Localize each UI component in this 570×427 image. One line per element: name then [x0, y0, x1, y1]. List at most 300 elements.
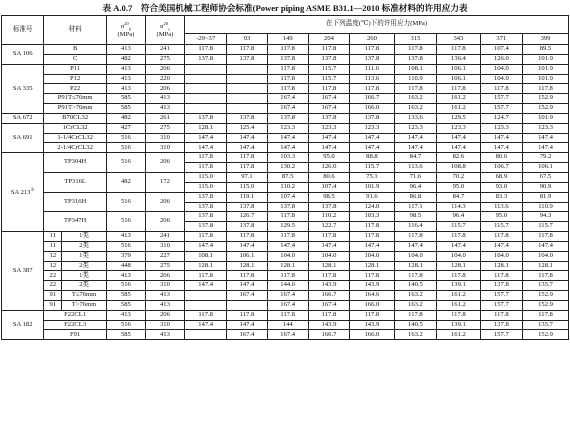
stress-value-cell: 117.8 — [350, 84, 395, 94]
stress-value-cell: 123.3 — [394, 123, 436, 133]
empty-cell — [184, 64, 226, 74]
stress-value-cell: 97.1 — [227, 172, 267, 182]
empty-cell — [184, 74, 226, 84]
empty-cell — [184, 94, 226, 104]
stress-value-cell: 117.8 — [523, 310, 569, 320]
sigma-s-unit: (MPa) — [156, 30, 174, 38]
stress-value-cell: 90.9 — [523, 182, 569, 192]
stress-value-cell: 147.4 — [308, 241, 349, 251]
stress-value-cell: 98.5 — [308, 192, 349, 202]
stress-value-cell: 104.0 — [267, 251, 308, 261]
stress-value-cell: 117.8 — [394, 310, 436, 320]
stress-value-cell: 136.4 — [437, 54, 481, 64]
stress-value-cell: 147.4 — [350, 241, 395, 251]
stress-value-cell: 147.4 — [350, 133, 395, 143]
stress-value-cell: 117.8 — [350, 232, 395, 242]
sigma-b-cell: 516 — [106, 192, 145, 212]
sigma-s-cell: 413 — [145, 300, 184, 310]
stress-value-cell: 117.8 — [394, 232, 436, 242]
header-temp: 371 — [480, 34, 522, 45]
stress-value-cell: 163.2 — [394, 104, 436, 114]
stress-value-cell: 117.8 — [184, 310, 226, 320]
stress-value-cell: 115.7 — [437, 222, 481, 232]
stress-value-cell: 128.1 — [308, 261, 349, 271]
sigma-s-cell: 206 — [145, 153, 184, 173]
material-cell: 1类 — [62, 271, 107, 281]
stress-value-cell: 123.3 — [267, 123, 308, 133]
sigma-b-cell: 427 — [106, 123, 145, 133]
sigma-b-cell: 482 — [106, 172, 145, 192]
stress-value-cell: 129.5 — [267, 222, 308, 232]
stress-value-cell: 167.4 — [267, 104, 308, 114]
table-row — [2, 300, 569, 310]
stress-value-cell: 128.1 — [350, 261, 395, 271]
stress-value-cell: 117.1 — [394, 202, 436, 212]
stress-value-cell: 115.0 — [227, 182, 267, 192]
stress-value-cell: 167.4 — [267, 94, 308, 104]
sigma-s-cell: 275 — [145, 123, 184, 133]
stress-value-cell: 152.9 — [523, 104, 569, 114]
table-row — [2, 212, 569, 222]
stress-value-cell: 96.4 — [437, 212, 481, 222]
table-row — [2, 232, 569, 242]
header-temp: 260 — [350, 34, 395, 45]
sigma-s-cell: 206 — [145, 64, 184, 74]
sigma-b-cell: 413 — [106, 271, 145, 281]
stress-value-cell: 103.3 — [350, 212, 395, 222]
stress-value-cell: 147.4 — [184, 241, 226, 251]
stress-value-cell: 147.4 — [184, 143, 226, 153]
stress-value-cell: 124.7 — [480, 113, 522, 123]
stress-value-cell: 163.2 — [394, 291, 436, 301]
stress-value-cell: 104.0 — [437, 251, 481, 261]
stress-value-cell: 106.1 — [437, 74, 481, 84]
stress-value-cell: 147.4 — [227, 320, 267, 330]
stress-value-cell: 110.2 — [308, 212, 349, 222]
stress-value-cell: 167.4 — [227, 291, 267, 301]
stress-value-cell: 117.8 — [184, 153, 226, 163]
stress-value-cell: 152.9 — [523, 330, 569, 340]
sigma-s-cell: 206 — [145, 310, 184, 320]
table-row — [2, 84, 569, 94]
stress-value-cell: 125.4 — [227, 123, 267, 133]
grade-cell: 11 — [44, 241, 62, 251]
stress-value-cell: 163.2 — [394, 94, 436, 104]
grade-cell: 12 — [44, 251, 62, 261]
material-cell: C — [44, 54, 106, 64]
stress-value-cell: 137.8 — [227, 54, 267, 64]
material-cell: F22CL3 — [44, 320, 106, 330]
stress-value-cell: 147.4 — [437, 143, 481, 153]
stress-value-cell: 147.4 — [480, 143, 522, 153]
header-temp: -29~37 — [184, 34, 226, 45]
stress-value-cell: 143.9 — [350, 320, 395, 330]
material-cell: P11 — [44, 64, 106, 74]
grade-cell: 12 — [44, 261, 62, 271]
table-row — [2, 64, 569, 74]
stress-value-cell: 117.8 — [437, 271, 481, 281]
stress-value-cell: 147.4 — [523, 241, 569, 251]
stress-value-cell: 86.8 — [394, 192, 436, 202]
stress-value-cell: 68.9 — [480, 172, 522, 182]
header-standard-no: 标准号 — [2, 16, 44, 45]
stress-value-cell: 107.4 — [267, 192, 308, 202]
table-row — [2, 104, 569, 114]
stress-value-cell: 115.0 — [184, 172, 226, 182]
sigma-b-superscript: 20 — [124, 20, 129, 26]
stress-value-cell: 147.4 — [184, 320, 226, 330]
stress-value-cell: 94.3 — [523, 212, 569, 222]
stress-value-cell: 117.8 — [308, 271, 349, 281]
stress-value-cell: 117.8 — [227, 163, 267, 173]
table-row — [2, 261, 569, 271]
table-row — [2, 113, 569, 123]
material-cell: 2类 — [62, 261, 107, 271]
allowable-stress-table — [1, 15, 569, 340]
stress-value-cell: 139.1 — [437, 281, 481, 291]
stress-value-cell: 117.8 — [350, 310, 395, 320]
stress-value-cell: 147.4 — [523, 133, 569, 143]
material-cell: TP316H — [44, 192, 106, 212]
material-cell: T>76mm — [62, 300, 107, 310]
empty-cell — [227, 74, 267, 84]
standard-cell: SA 691 — [2, 123, 44, 153]
table-row — [2, 133, 569, 143]
stress-value-cell: 166.7 — [350, 94, 395, 104]
stress-value-cell: 117.8 — [227, 310, 267, 320]
stress-value-cell: 137.8 — [308, 54, 349, 64]
stress-value-cell: 163.2 — [394, 330, 436, 340]
header-temp: 343 — [437, 34, 481, 45]
material-cell: 1CrCL32 — [44, 123, 106, 133]
stress-value-cell: 113.6 — [350, 74, 395, 84]
sigma-b-subscript: b — [128, 26, 132, 32]
stress-value-cell: 152.9 — [523, 300, 569, 310]
empty-cell — [227, 94, 267, 104]
stress-value-cell: 106.7 — [480, 163, 522, 173]
sigma-b-cell: 413 — [106, 64, 145, 74]
sigma-s-symbol: σ — [160, 22, 164, 30]
material-cell: 1类 — [62, 251, 107, 261]
table-row — [2, 241, 569, 251]
sigma-b-cell: 413 — [106, 232, 145, 242]
sigma-s-cell: 310 — [145, 320, 184, 330]
material-cell: TP316L — [44, 172, 106, 192]
empty-cell — [227, 84, 267, 94]
sigma-s-cell: 275 — [145, 54, 184, 64]
stress-value-cell: 161.2 — [437, 291, 481, 301]
stress-value-cell: 161.2 — [437, 104, 481, 114]
sigma-b-cell: 585 — [106, 291, 145, 301]
stress-value-cell: 122.7 — [308, 222, 349, 232]
stress-value-cell: 75.1 — [350, 172, 395, 182]
material-cell: B — [44, 45, 106, 55]
sigma-b-symbol: σ — [120, 22, 125, 30]
stress-value-cell: 115.7 — [523, 222, 569, 232]
empty-cell — [227, 300, 267, 310]
stress-value-cell: 147.4 — [394, 133, 436, 143]
stress-value-cell: 123.3 — [437, 123, 481, 133]
stress-value-cell: 117.8 — [308, 84, 349, 94]
empty-cell — [184, 104, 226, 114]
stress-value-cell: 95.0 — [308, 153, 349, 163]
stress-value-cell: 147.4 — [227, 241, 267, 251]
stress-value-cell: 117.8 — [350, 271, 395, 281]
table-row — [2, 123, 569, 133]
material-cell: B70CL32 — [44, 113, 106, 123]
table-row — [2, 320, 569, 330]
stress-value-cell: 117.8 — [308, 45, 349, 55]
stress-value-cell: 137.8 — [308, 202, 349, 212]
stress-value-cell: 147.4 — [184, 133, 226, 143]
stress-value-cell: 161.2 — [437, 94, 481, 104]
stress-value-cell: 119.1 — [227, 192, 267, 202]
sigma-s-cell: 310 — [145, 281, 184, 291]
stress-value-cell: 117.8 — [267, 45, 308, 55]
material-cell: 2类 — [62, 241, 107, 251]
grade-cell: 11 — [44, 232, 62, 242]
sigma-b-cell: 516 — [106, 143, 145, 153]
empty-cell — [184, 300, 226, 310]
table-row — [2, 192, 569, 202]
sigma-s-cell: 261 — [145, 113, 184, 123]
stress-value-cell: 128.1 — [184, 261, 226, 271]
stress-value-cell: 166.0 — [350, 104, 395, 114]
stress-value-cell: 113.6 — [394, 163, 436, 173]
table-body — [2, 45, 569, 340]
empty-cell — [184, 84, 226, 94]
stress-value-cell: 167.4 — [267, 300, 308, 310]
stress-value-cell: 126.0 — [308, 163, 349, 173]
table-row — [2, 45, 569, 55]
stress-value-cell: 135.7 — [523, 320, 569, 330]
stress-value-cell: 101.9 — [523, 74, 569, 84]
stress-value-cell: 137.8 — [480, 320, 522, 330]
stress-value-cell: 110.2 — [267, 182, 308, 192]
sigma-b-cell: 482 — [106, 113, 145, 123]
stress-value-cell: 135.7 — [523, 281, 569, 291]
empty-cell — [184, 330, 226, 340]
sigma-b-cell: 516 — [106, 153, 145, 173]
empty-cell — [184, 291, 226, 301]
stress-value-cell: 167.4 — [308, 94, 349, 104]
stress-value-cell: 126.7 — [227, 212, 267, 222]
grade-cell: 22 — [44, 271, 62, 281]
sigma-b-cell: 413 — [106, 74, 145, 84]
stress-value-cell: 117.8 — [394, 45, 436, 55]
stress-value-cell: 98.5 — [394, 212, 436, 222]
stress-value-cell: 129.5 — [437, 113, 481, 123]
header-temp: 399 — [523, 34, 569, 45]
stress-value-cell: 104.0 — [350, 251, 395, 261]
stress-value-cell: 115.0 — [184, 182, 226, 192]
header-sigma-b — [106, 16, 145, 45]
stress-value-cell: 128.1 — [267, 261, 308, 271]
stress-value-cell: 117.8 — [267, 64, 308, 74]
stress-value-cell: 104.0 — [480, 74, 522, 84]
stress-value-cell: 110.9 — [523, 202, 569, 212]
stress-value-cell: 157.7 — [480, 300, 522, 310]
sigma-b-cell: 482 — [106, 54, 145, 64]
stress-value-cell: 123.3 — [308, 123, 349, 133]
sigma-s-cell: 413 — [145, 94, 184, 104]
stress-value-cell: 84.7 — [394, 153, 436, 163]
stress-value-cell: 128.1 — [394, 261, 436, 271]
sigma-b-cell: 413 — [106, 84, 145, 94]
stress-value-cell: 147.4 — [267, 143, 308, 153]
material-cell: P12 — [44, 74, 106, 84]
stress-value-cell: 115.7 — [308, 64, 349, 74]
sigma-s-cell: 172 — [145, 172, 184, 192]
sigma-b-cell: 585 — [106, 330, 145, 340]
stress-value-cell: 147.4 — [480, 241, 522, 251]
stress-value-cell: 137.8 — [350, 54, 395, 64]
stress-value-cell: 115.7 — [350, 163, 395, 173]
stress-value-cell: 147.4 — [227, 281, 267, 291]
header-temp: 315 — [394, 34, 436, 45]
stress-value-cell: 157.7 — [480, 291, 522, 301]
stress-value-cell: 117.8 — [350, 222, 395, 232]
stress-value-cell: 116.4 — [394, 222, 436, 232]
sigma-b-cell: 413 — [106, 310, 145, 320]
material-cell: 2-1/4CrCL32 — [44, 143, 106, 153]
stress-value-cell: 113.6 — [480, 202, 522, 212]
stress-value-cell: 144.6 — [267, 281, 308, 291]
stress-value-cell: 137.8 — [184, 54, 226, 64]
stress-value-cell: 117.8 — [267, 74, 308, 84]
stress-value-cell: 167.4 — [227, 330, 267, 340]
material-cell: 1-1/4CrCL32 — [44, 133, 106, 143]
standard-cell: SA 672 — [2, 113, 44, 123]
empty-cell — [227, 104, 267, 114]
stress-value-cell: 128.1 — [437, 261, 481, 271]
stress-value-cell: 83.3 — [480, 192, 522, 202]
stress-value-cell: 147.4 — [350, 143, 395, 153]
stress-value-cell: 123.3 — [523, 123, 569, 133]
stress-value-cell: 67.5 — [523, 172, 569, 182]
stress-value-cell: 117.8 — [184, 271, 226, 281]
stress-value-cell: 117.8 — [184, 45, 226, 55]
standard-cell: SA 182 — [2, 310, 44, 340]
stress-value-cell: 147.4 — [480, 133, 522, 143]
sigma-s-cell: 206 — [145, 84, 184, 94]
table-row — [2, 94, 569, 104]
stress-value-cell: 117.8 — [480, 310, 522, 320]
header-temp: 204 — [308, 34, 349, 45]
material-cell: TP304H — [44, 153, 106, 173]
stress-value-cell: 80.6 — [308, 172, 349, 182]
table-row — [2, 291, 569, 301]
sigma-b-cell: 516 — [106, 320, 145, 330]
stress-value-cell: 139.1 — [437, 320, 481, 330]
table-row — [2, 74, 569, 84]
table-row — [2, 172, 569, 182]
sigma-b-cell: 379 — [106, 251, 145, 261]
sigma-s-cell: 310 — [145, 133, 184, 143]
stress-value-cell: 117.8 — [227, 45, 267, 55]
stress-value-cell: 137.8 — [267, 113, 308, 123]
stress-value-cell: 108.1 — [394, 64, 436, 74]
sigma-s-cell: 275 — [145, 261, 184, 271]
stress-value-cell: 104.0 — [480, 64, 522, 74]
stress-value-cell: 137.8 — [267, 54, 308, 64]
stress-value-cell: 117.8 — [437, 232, 481, 242]
standard-label: SA 213 — [10, 188, 31, 196]
stress-value-cell: 117.8 — [437, 84, 481, 94]
stress-value-cell: 166.0 — [350, 330, 395, 340]
sigma-b-cell: 585 — [106, 94, 145, 104]
stress-value-cell: 106.1 — [523, 163, 569, 173]
stress-value-cell: 137.8 — [394, 54, 436, 64]
material-cell: F22CL1 — [44, 310, 106, 320]
stress-value-cell: 104.0 — [523, 251, 569, 261]
stress-value-cell: 157.7 — [480, 94, 522, 104]
stress-value-cell: 115.7 — [480, 222, 522, 232]
stress-value-cell: 117.8 — [227, 153, 267, 163]
table-row — [2, 143, 569, 153]
material-cell: 1类 — [62, 232, 107, 242]
stress-value-cell: 70.2 — [437, 172, 481, 182]
stress-value-cell: 137.8 — [350, 113, 395, 123]
header-temp: 93 — [227, 34, 267, 45]
sigma-s-cell: 220 — [145, 74, 184, 84]
table-row — [2, 330, 569, 340]
stress-value-cell: 140.5 — [394, 320, 436, 330]
stress-value-cell: 117.8 — [308, 310, 349, 320]
stress-value-cell: 104.0 — [394, 251, 436, 261]
sigma-s-cell: 413 — [145, 104, 184, 114]
sigma-s-superscript: 20 — [163, 20, 169, 26]
header-temp: 149 — [267, 34, 308, 45]
standard-cell: SA 387 — [2, 232, 44, 311]
grade-cell: 91 — [44, 300, 62, 310]
stress-value-cell: 161.2 — [437, 330, 481, 340]
stress-value-cell: 137.8 — [184, 222, 226, 232]
stress-value-cell: 164.6 — [350, 291, 395, 301]
sigma-b-cell: 516 — [106, 133, 145, 143]
stress-value-cell: 163.2 — [394, 300, 436, 310]
stress-value-cell: 117.8 — [308, 232, 349, 242]
material-cell: T≤76mm — [62, 291, 107, 301]
stress-value-cell: 115.7 — [308, 74, 349, 84]
sigma-s-cell: 206 — [145, 212, 184, 232]
stress-value-cell: 117.8 — [394, 271, 436, 281]
stress-value-cell: 81.9 — [523, 192, 569, 202]
table-row — [2, 251, 569, 261]
stress-value-cell: 147.4 — [394, 241, 436, 251]
stress-value-cell: 87.5 — [267, 172, 308, 182]
stress-value-cell: 143.9 — [308, 320, 349, 330]
stress-value-cell: 106.1 — [227, 251, 267, 261]
grade-cell: 91 — [44, 291, 62, 301]
stress-value-cell: 143.9 — [350, 281, 395, 291]
stress-value-cell: 167.4 — [308, 104, 349, 114]
standard-cell — [2, 153, 44, 232]
stress-value-cell: 107.4 — [308, 182, 349, 192]
stress-value-cell: 101.9 — [523, 54, 569, 64]
stress-value-cell: 147.4 — [227, 133, 267, 143]
stress-value-cell: 96.4 — [394, 182, 436, 192]
stress-value-cell: 117.8 — [437, 310, 481, 320]
stress-value-cell: 126.0 — [480, 54, 522, 64]
sigma-s-cell: 310 — [145, 143, 184, 153]
stress-value-cell: 157.7 — [480, 330, 522, 340]
stress-value-cell: 137.8 — [480, 281, 522, 291]
stress-value-cell: 79.2 — [523, 153, 569, 163]
stress-value-cell: 117.8 — [267, 232, 308, 242]
material-cell: 2类 — [62, 281, 107, 291]
material-cell: P91T≤76mm — [44, 94, 106, 104]
